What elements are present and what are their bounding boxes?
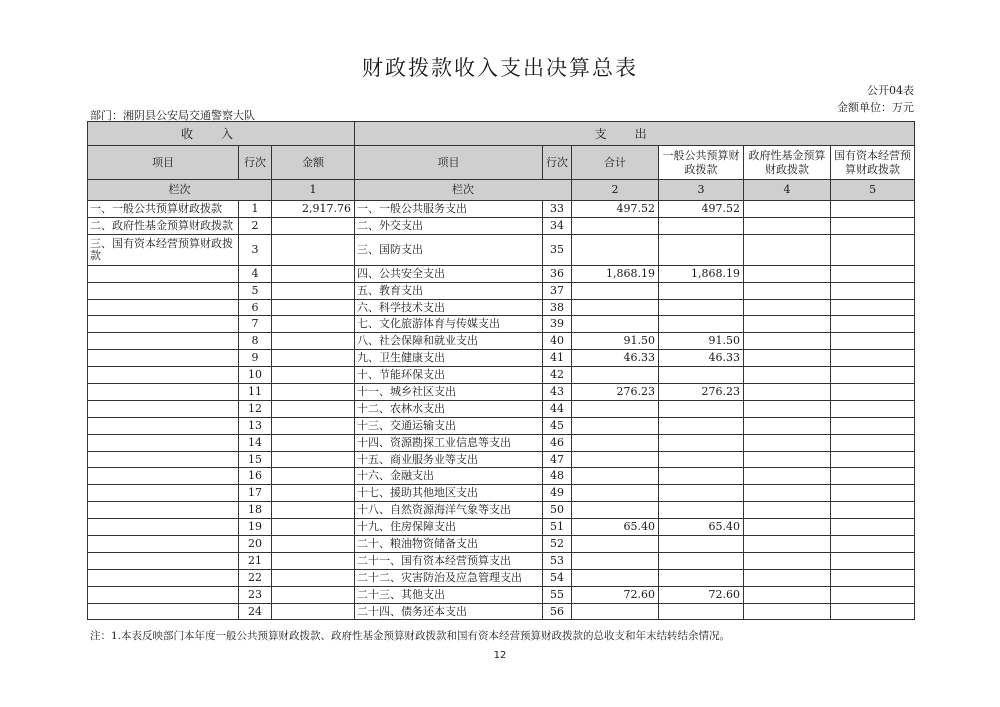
income-row-number: 21	[239, 552, 272, 569]
income-amount-cell	[272, 384, 355, 401]
expense-item-cell: 一、一般公共服务支出	[355, 201, 543, 218]
income-index-label: 栏次	[88, 180, 272, 201]
gov-fund-cell	[744, 316, 831, 333]
table-row	[88, 400, 915, 417]
state-capital-cell	[831, 282, 915, 299]
expense-row-number: 54	[543, 569, 572, 586]
income-row-number: 1	[239, 201, 272, 218]
table-row	[88, 217, 915, 234]
income-amount-cell	[272, 586, 355, 603]
general-budget-cell	[659, 417, 744, 434]
expense-item-cell: 十八、自然资源海洋气象等支出	[355, 502, 543, 519]
income-row-number: 3	[239, 234, 272, 265]
expense-row-number: 39	[543, 316, 572, 333]
income-amount-cell	[272, 451, 355, 468]
income-amount-cell: 2,917.76	[272, 201, 355, 218]
expense-item-cell: 十四、资源勘探工业信息等支出	[355, 434, 543, 451]
state-capital-header: 国有资本经营预算财政拨款	[831, 146, 915, 180]
form-code: 公开04表	[867, 84, 914, 97]
income-item-cell	[88, 316, 239, 333]
income-amount-cell	[272, 603, 355, 620]
expense-item-cell: 二十四、债务还本支出	[355, 603, 543, 620]
income-amount-cell	[272, 502, 355, 519]
state-capital-cell	[831, 502, 915, 519]
expense-row-number: 35	[543, 234, 572, 265]
state-capital-cell	[831, 569, 915, 586]
income-row-number: 17	[239, 485, 272, 502]
expense-index-4: 4	[744, 180, 831, 201]
income-item-cell	[88, 485, 239, 502]
general-budget-cell	[659, 234, 744, 265]
expense-row-number: 43	[543, 384, 572, 401]
expense-row-number: 46	[543, 434, 572, 451]
expense-row-header: 行次	[543, 146, 572, 180]
gov-fund-cell	[744, 333, 831, 350]
page-number: 12	[493, 650, 507, 661]
income-item-cell	[88, 400, 239, 417]
expense-total-cell	[572, 400, 659, 417]
general-budget-cell	[659, 217, 744, 234]
expense-total-cell	[572, 468, 659, 485]
page-title: 财政拨款收入支出决算总表	[362, 56, 638, 80]
income-amount-cell	[272, 468, 355, 485]
expense-row-number: 47	[543, 451, 572, 468]
state-capital-cell	[831, 519, 915, 536]
income-item-cell	[88, 552, 239, 569]
income-amount-cell	[272, 350, 355, 367]
expense-row-number: 53	[543, 552, 572, 569]
expense-total-cell	[572, 502, 659, 519]
expense-total-cell	[572, 217, 659, 234]
expense-total-cell	[572, 417, 659, 434]
state-capital-cell	[831, 350, 915, 367]
column-index-row	[88, 180, 915, 201]
table-row	[88, 569, 915, 586]
table-row	[88, 201, 915, 218]
income-amount-cell	[272, 536, 355, 553]
income-item-cell: 二、政府性基金预算财政拨款	[88, 217, 239, 234]
table-row	[88, 333, 915, 350]
income-item-cell	[88, 603, 239, 620]
expense-item-cell: 十一、城乡社区支出	[355, 384, 543, 401]
section-header-row	[88, 122, 915, 146]
expense-item-header: 项目	[355, 146, 543, 180]
table-row	[88, 586, 915, 603]
general-budget-cell	[659, 603, 744, 620]
table-row	[88, 299, 915, 316]
general-budget-cell: 46.33	[659, 350, 744, 367]
column-header-row	[88, 146, 915, 180]
expense-total-cell: 276.23	[572, 384, 659, 401]
expense-item-cell: 十三、交通运输支出	[355, 417, 543, 434]
expense-total-cell: 65.40	[572, 519, 659, 536]
income-item-cell	[88, 586, 239, 603]
gov-fund-cell	[744, 519, 831, 536]
gov-fund-cell	[744, 265, 831, 282]
expense-row-number: 45	[543, 417, 572, 434]
expense-total-cell: 72.60	[572, 586, 659, 603]
table-row	[88, 603, 915, 620]
expense-item-cell: 二、外交支出	[355, 217, 543, 234]
income-row-number: 2	[239, 217, 272, 234]
table-row	[88, 417, 915, 434]
general-budget-cell	[659, 434, 744, 451]
table-row	[88, 265, 915, 282]
gov-fund-cell	[744, 586, 831, 603]
income-item-cell	[88, 367, 239, 384]
income-row-number: 9	[239, 350, 272, 367]
state-capital-cell	[831, 384, 915, 401]
expense-item-cell: 十六、金融支出	[355, 468, 543, 485]
income-item-cell: 一、一般公共预算财政拨款	[88, 201, 239, 218]
general-budget-cell: 65.40	[659, 519, 744, 536]
expense-row-number: 40	[543, 333, 572, 350]
general-budget-cell	[659, 400, 744, 417]
gov-fund-cell	[744, 417, 831, 434]
income-row-number: 7	[239, 316, 272, 333]
general-budget-cell	[659, 485, 744, 502]
general-budget-cell	[659, 536, 744, 553]
expense-row-number: 52	[543, 536, 572, 553]
gov-fund-cell	[744, 434, 831, 451]
income-item-header: 项目	[88, 146, 239, 180]
table-body	[88, 122, 915, 620]
state-capital-cell	[831, 603, 915, 620]
gov-fund-cell	[744, 367, 831, 384]
expense-row-number: 51	[543, 519, 572, 536]
income-amount-cell	[272, 265, 355, 282]
budget-table	[87, 121, 915, 620]
expense-row-number: 42	[543, 367, 572, 384]
table-row	[88, 282, 915, 299]
table-row	[88, 451, 915, 468]
income-item-cell	[88, 299, 239, 316]
income-row-number: 19	[239, 519, 272, 536]
state-capital-cell	[831, 451, 915, 468]
expense-total-cell	[572, 603, 659, 620]
general-budget-cell: 72.60	[659, 586, 744, 603]
table-row	[88, 468, 915, 485]
expense-total-cell	[572, 234, 659, 265]
gov-fund-cell	[744, 569, 831, 586]
state-capital-cell	[831, 485, 915, 502]
expense-total-cell	[572, 536, 659, 553]
income-item-cell	[88, 502, 239, 519]
income-index-1: 1	[272, 180, 355, 201]
gov-fund-cell	[744, 201, 831, 218]
income-row-number: 6	[239, 299, 272, 316]
general-budget-cell	[659, 552, 744, 569]
gov-fund-cell	[744, 282, 831, 299]
expense-row-number: 48	[543, 468, 572, 485]
gov-fund-cell	[744, 217, 831, 234]
expense-total-cell	[572, 316, 659, 333]
income-amount-cell	[272, 367, 355, 384]
state-capital-cell	[831, 333, 915, 350]
income-amount-cell	[272, 569, 355, 586]
income-item-cell	[88, 350, 239, 367]
expense-total-cell	[572, 569, 659, 586]
expense-row-number: 41	[543, 350, 572, 367]
table-row	[88, 485, 915, 502]
income-row-number: 12	[239, 400, 272, 417]
income-amount-cell	[272, 417, 355, 434]
income-amount-cell	[272, 282, 355, 299]
expense-item-cell: 十五、商业服务业等支出	[355, 451, 543, 468]
expense-total-cell	[572, 367, 659, 384]
expense-index-3: 3	[659, 180, 744, 201]
table-row	[88, 552, 915, 569]
expense-total-cell	[572, 434, 659, 451]
general-budget-cell	[659, 367, 744, 384]
expense-item-cell: 十九、住房保障支出	[355, 519, 543, 536]
expense-total-cell: 91.50	[572, 333, 659, 350]
state-capital-cell	[831, 234, 915, 265]
expense-row-number: 34	[543, 217, 572, 234]
expense-index-label: 栏次	[355, 180, 572, 201]
expense-total-cell: 497.52	[572, 201, 659, 218]
expense-item-cell: 八、社会保障和就业支出	[355, 333, 543, 350]
income-item-cell	[88, 519, 239, 536]
income-amount-cell	[272, 234, 355, 265]
income-row-number: 16	[239, 468, 272, 485]
gov-fund-cell	[744, 234, 831, 265]
expense-item-cell: 六、科学技术支出	[355, 299, 543, 316]
expense-item-cell: 七、文化旅游体育与传媒支出	[355, 316, 543, 333]
income-item-cell	[88, 333, 239, 350]
table-row	[88, 350, 915, 367]
expense-row-number: 50	[543, 502, 572, 519]
income-row-number: 15	[239, 451, 272, 468]
general-budget-cell	[659, 502, 744, 519]
income-item-cell	[88, 536, 239, 553]
gov-fund-cell	[744, 384, 831, 401]
table-row	[88, 502, 915, 519]
department-label: 部门：湘阴县公安局交通警察大队	[90, 109, 255, 122]
expense-total-cell	[572, 299, 659, 316]
expense-row-number: 37	[543, 282, 572, 299]
expense-row-number: 44	[543, 400, 572, 417]
general-budget-cell	[659, 282, 744, 299]
income-item-cell: 三、国有资本经营预算财政拨款	[88, 234, 239, 265]
income-row-number: 18	[239, 502, 272, 519]
amount-unit: 金额单位：万元	[837, 101, 914, 114]
income-item-cell	[88, 265, 239, 282]
expense-index-5: 5	[831, 180, 915, 201]
gov-fund-cell	[744, 400, 831, 417]
footnote: 注：1.本表反映部门本年度一般公共预算财政拨款、政府性基金预算财政拨款和国有资本经营预算财政拨款的总收支和年末结转结余情况。	[90, 630, 731, 642]
state-capital-cell	[831, 586, 915, 603]
expense-total-cell: 46.33	[572, 350, 659, 367]
income-section-header: 收入	[88, 122, 355, 146]
income-amount-cell	[272, 519, 355, 536]
state-capital-cell	[831, 265, 915, 282]
gov-fund-cell	[744, 299, 831, 316]
income-amount-cell	[272, 485, 355, 502]
expense-item-cell: 二十二、灾害防治及应急管理支出	[355, 569, 543, 586]
state-capital-cell	[831, 536, 915, 553]
general-budget-cell	[659, 569, 744, 586]
gov-fund-cell	[744, 468, 831, 485]
expense-total-cell	[572, 451, 659, 468]
gov-fund-cell	[744, 502, 831, 519]
income-row-number: 8	[239, 333, 272, 350]
general-budget-cell: 276.23	[659, 384, 744, 401]
table-row	[88, 316, 915, 333]
income-row-number: 11	[239, 384, 272, 401]
gov-fund-cell	[744, 536, 831, 553]
general-budget-cell	[659, 451, 744, 468]
expense-item-cell: 三、国防支出	[355, 234, 543, 265]
income-row-number: 10	[239, 367, 272, 384]
income-item-cell	[88, 451, 239, 468]
expense-total-cell	[572, 552, 659, 569]
state-capital-cell	[831, 434, 915, 451]
income-row-number: 14	[239, 434, 272, 451]
income-item-cell	[88, 384, 239, 401]
gov-fund-cell	[744, 350, 831, 367]
income-row-number: 23	[239, 586, 272, 603]
income-amount-header: 金额	[272, 146, 355, 180]
expense-total-header: 合计	[572, 146, 659, 180]
income-item-cell	[88, 434, 239, 451]
gov-fund-header: 政府性基金预算财政拨款	[744, 146, 831, 180]
income-amount-cell	[272, 552, 355, 569]
expense-section-header: 支出	[355, 122, 915, 146]
state-capital-cell	[831, 400, 915, 417]
income-row-number: 24	[239, 603, 272, 620]
table-row	[88, 367, 915, 384]
income-amount-cell	[272, 217, 355, 234]
income-amount-cell	[272, 316, 355, 333]
expense-item-cell: 十七、援助其他地区支出	[355, 485, 543, 502]
state-capital-cell	[831, 367, 915, 384]
expense-row-number: 55	[543, 586, 572, 603]
state-capital-cell	[831, 217, 915, 234]
income-amount-cell	[272, 333, 355, 350]
gov-fund-cell	[744, 603, 831, 620]
expense-item-cell: 四、公共安全支出	[355, 265, 543, 282]
income-row-number: 20	[239, 536, 272, 553]
expense-item-cell: 九、卫生健康支出	[355, 350, 543, 367]
expense-index-2: 2	[572, 180, 659, 201]
expense-total-cell	[572, 282, 659, 299]
general-budget-cell: 1,868.19	[659, 265, 744, 282]
income-item-cell	[88, 468, 239, 485]
income-amount-cell	[272, 434, 355, 451]
state-capital-cell	[831, 552, 915, 569]
state-capital-cell	[831, 299, 915, 316]
general-budget-cell	[659, 299, 744, 316]
general-budget-cell: 91.50	[659, 333, 744, 350]
state-capital-cell	[831, 201, 915, 218]
table-row	[88, 234, 915, 265]
expense-row-number: 33	[543, 201, 572, 218]
income-item-cell	[88, 569, 239, 586]
gov-fund-cell	[744, 552, 831, 569]
expense-total-cell: 1,868.19	[572, 265, 659, 282]
table-row	[88, 384, 915, 401]
gov-fund-cell	[744, 451, 831, 468]
general-budget-cell: 497.52	[659, 201, 744, 218]
general-budget-header: 一般公共预算财政拨款	[659, 146, 744, 180]
table-row	[88, 536, 915, 553]
income-item-cell	[88, 417, 239, 434]
state-capital-cell	[831, 417, 915, 434]
income-item-cell	[88, 282, 239, 299]
expense-item-cell: 五、教育支出	[355, 282, 543, 299]
income-row-number: 13	[239, 417, 272, 434]
expense-item-cell: 二十一、国有资本经营预算支出	[355, 552, 543, 569]
expense-total-cell	[572, 485, 659, 502]
income-amount-cell	[272, 400, 355, 417]
table-row	[88, 519, 915, 536]
income-row-number: 22	[239, 569, 272, 586]
income-row-number: 5	[239, 282, 272, 299]
expense-item-cell: 二十、粮油物资储备支出	[355, 536, 543, 553]
general-budget-cell	[659, 316, 744, 333]
expense-item-cell: 二十三、其他支出	[355, 586, 543, 603]
expense-row-number: 56	[543, 603, 572, 620]
expense-row-number: 38	[543, 299, 572, 316]
gov-fund-cell	[744, 485, 831, 502]
expense-row-number: 49	[543, 485, 572, 502]
expense-item-cell: 十、节能环保支出	[355, 367, 543, 384]
income-amount-cell	[272, 299, 355, 316]
state-capital-cell	[831, 468, 915, 485]
expense-row-number: 36	[543, 265, 572, 282]
state-capital-cell	[831, 316, 915, 333]
general-budget-cell	[659, 468, 744, 485]
income-row-number: 4	[239, 265, 272, 282]
income-row-header: 行次	[239, 146, 272, 180]
table-row	[88, 434, 915, 451]
expense-item-cell: 十二、农林水支出	[355, 400, 543, 417]
